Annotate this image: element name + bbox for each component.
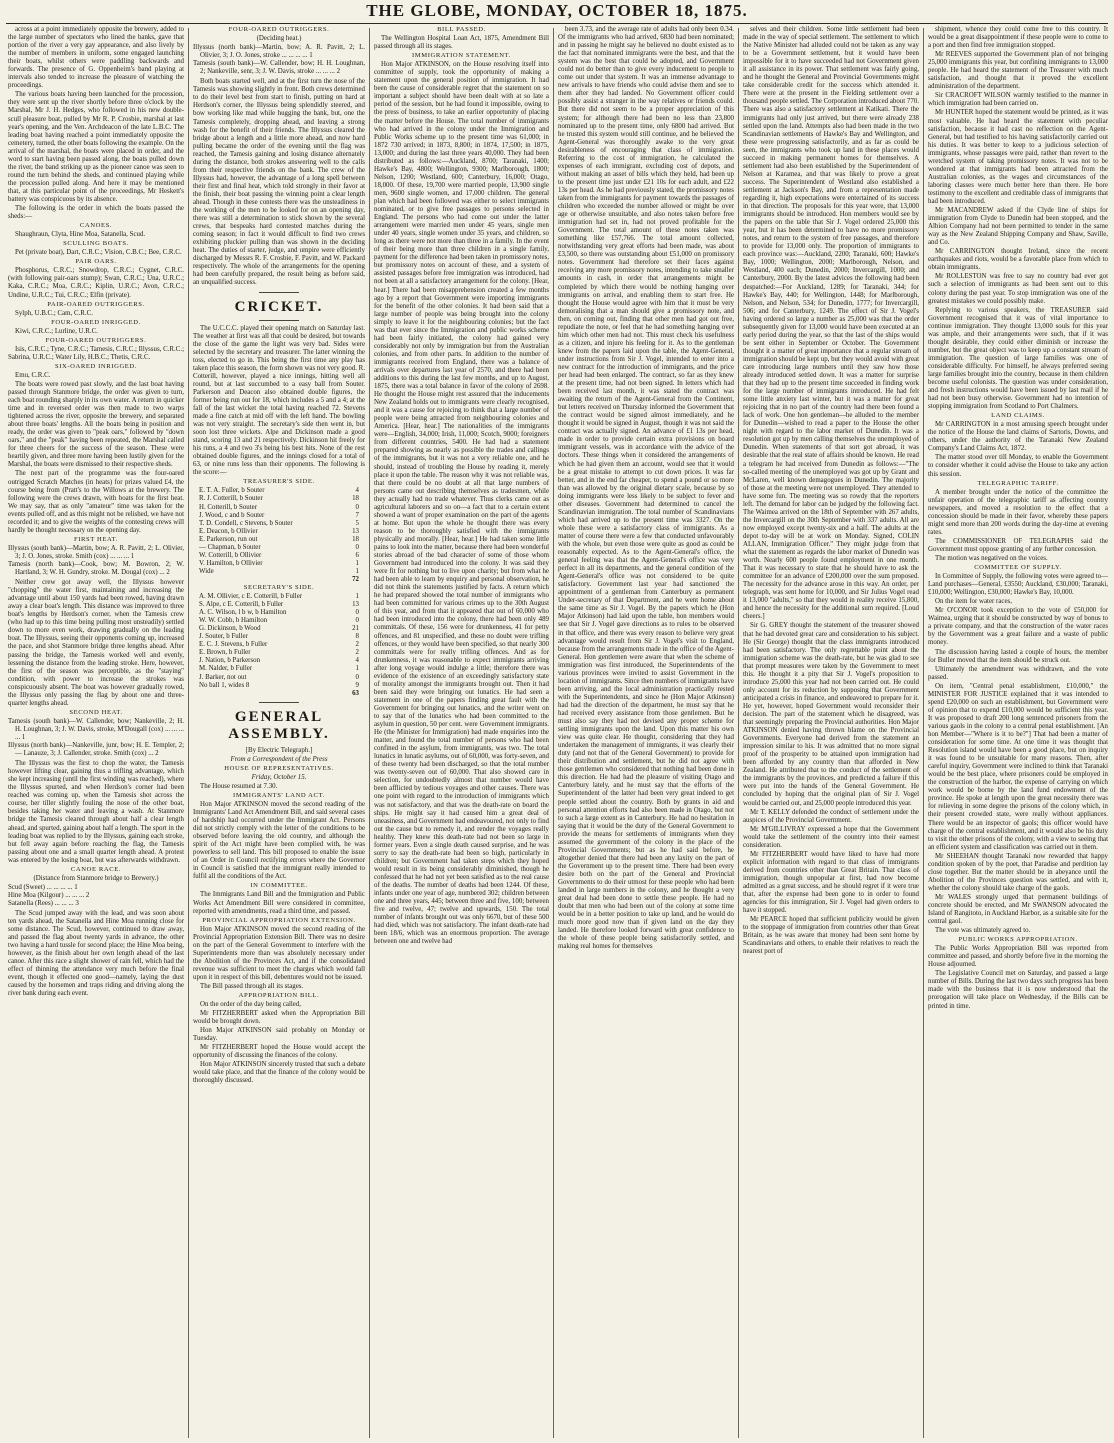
list-item: Tamesis (south bank)—W. Callender, bow; Nankeville, 2; H. H. Loughnan, 3; J. W. Davis, stroke, M'Dougall (cox) ... ... ... ... 1 [8, 717, 184, 741]
batsman-name: W. W. Cobb, b Hamilton [199, 617, 268, 625]
paragraph: Replying to various speakers, the TREASURER said Government recognised that it was of vital importance to continue immigration. They thought 13,000 souls for this year was ample, and their arrangements were such, that if it was thought desirable, they could either diminish or increase the number, but the great object was to keep up a constant stream of immigration. The question of large families was one of considerable difficulty. For himself, he always preferred seeing large families brought into the country, because in them children become useful colonists. The question was under consideration, and fresh instructions would have been issued by last mail if he had not been busy otherwise. Government had no intention of stopping immigration from Scotland to Port Chalmers. [928, 306, 1108, 411]
crew-list [8, 545, 184, 577]
paragraph: Hon Major ATKINSON, on the House resolving itself into committee of supply, took the opportunity of making a statement upon the general position of immigration. It had been the cause of considerable regret that the statement on so important a subject should have been dealt with at so late a period of the session, but he had found it impossible, owing to the press of business, to take an earlier opportunity of placing the matter before the House. The total number of immigrants who had arrived in the colony under the Immigration and Public Works scheme up to the present time was 61,000; in 1872 730 arrived; in 1873, 8,800; in 1874, 17,500; in 1875, 13,000; and during the last three years 40,000. They had been distributed as follows:—Auckland, 8700; Taranaki, 1400; Hawke's Bay, 4800; Wellington, 9300; Marlborough, 1800; Nelson, 1200; Westland, 600; Canterbury, 16,000; Otago, 18,000. Of these, 19,700 were married people, 13,900 single men, 9600 single women, and 17,000 children. The general plan which had been followed was either to select immigrants nominated, or to give free passages to persons selected in England. The persons who had come out under the latter arrangement were married men under 45 years, single men under 40 years, single women under 35 years, and children, so long as there were not more than three in a family. In the event of their being more than three children in a single family, payment for the difference had been taken in promissory notes, but promissory notes on account of these, and a system of assisted passages before free immigration was introduced, had not been at all a satisfactory arrangement for the colony. [Hear, hear.] There had been misapprehension created a few months ago by a report that Government were importing immigrants for the benefit of the other colonies. It had been said that a large number of people was being brought into the colony simply to leave it for the neighbouring colonies; but the fact was that ever since the Immigration and public works scheme had been fairly initiated, the colony had gained very considerably not only by immigration but from the Australian colonies, and from other parts. In addition to the number of immigrants received from England, there was a balance of arrivals over departures last year of 2570, and there had been additions to this during the last few months, and up to August, 1875, there was a total balance in favor of the colony of 2698. He thought the House might rest assured that the inducements New Zealand holds out to immigrants were clearly recognised, and it was a cause for rejoicing to think that a large number of people were being attracted from neighbouring colonies and America. [Hear, hear.] The nationalities of the immigrants were—English, 34,000; Irish, 11,000; Scotch, 9000; foreigners from different countries, 5400. He had had a statement prepared showing as nearly as possible the trades and callings of the immigrants, but it was not a very reliable one, and he should, instead of troubling the House by reading it, merely place it upon the table. The reason why it was not reliable was, that there could be no doubt at all that large numbers of persons came out describing themselves as tradesmen, while they actually had no trade whatever. Thus clerks came out as agricultural laborers and so on—a fact that to a certain extent showed a want of proper examination on the part of the agents at home. But upon the whole he thought there was every reason to be thoroughly satisfied with the immigrants physically and morally. [Hear, hear.] He had taken some little pains to look into the matter, because there had been wonderful stories abroad of the bad character of some of those whom Government had introduced into the colony. It was said they were fit for nothing but to live upon charity; but from what he had been able to learn by enquiry and personal observation, he did not think the statements justified by facts. A return which he had prepared showed the total number of immigrants who had been committed for various crimes up to the 30th August of this year, and from that it appeared that out of 60,000 who had been introduced into the colony, there had been only 489 committals. Of these, 156 were for drunkenness, 41 for petty offences, and 81 unspecified, and these no doubt were trifling offences, or they would have been specified, so that nearly 300 committals were for really trifling offences. And as for drunkenness, it was reasonable to expect immigrants arriving after long voyage would indulge a little; therefore there was evidence of the existence of an exceedingly satisfactory state of morality amongst the immigrants brought out. Then it had been said they were bringing out lunatics. He had seen a statement in one of the papers finding great fault with the Government for bringing out lunatics, and the writer went on to say that of the lunatics who had been committed to the asylum in question, 50 per cent. were Government immigrants. He (the Minister for Immigration) had made enquiries into the matter, and found the total number of persons who had been confined in the asylum, from immigrants, was two. The total lunatics in lunatic asylums, out of 60,000, was forty-seven, and of these twenty had been discharged, so that the total number was twenty-seven out of 60,000. That also showed care in selection, for undoubtedly almost that number would have been afflicted by tedious voyages and other causes. There was one point with regard to the introduction of immigrants which was not satisfactory, and that was the death-rate on board the ships. He might say it had caused him a great deal of uneasiness, and Government had endeavoured, not only to find out the cause but to remedy it, and render the voyages really healthy. They knew this death-rate had not been so large in former years. Even a single death caused surprise, and he was sorry to say the death-rate had been so high, particularly in children; but Government had taken steps which they hoped would result in its being considerably diminished, though he confessed that he had not yet been satisfied as to the real cause of the deaths. The number of deaths had been 1244. Of these, infants under one year of age, numbered 302; children between one and three years, 445; between three and five, 100; between five and twelve, 47; twelve and upwards, 150. The total number of infants brought out was only 6670, but of these 500 had died, which was not satisfactory. The infant death-rate had been 18/6, which was an enormous proportion. The average between one and twelve had [374, 61, 549, 946]
column-3 [374, 26, 549, 1438]
runs: 8 [355, 633, 359, 641]
subheading: PAIR-OARED OUTRIGGERS. [47, 300, 145, 308]
score-row [193, 593, 365, 601]
score-row [193, 682, 365, 690]
runs: 0 [355, 543, 359, 551]
list-item: Satanella (Rees) ... ... ... 3 [8, 899, 79, 907]
column-2 [193, 26, 365, 1438]
column-divider [188, 28, 189, 1438]
subheading: HOUSE OF REPRESENTATIVES. [224, 764, 334, 772]
crew-list [8, 718, 184, 758]
section-divider [259, 320, 299, 321]
score-row [193, 512, 365, 520]
score-row [193, 665, 365, 673]
score-table [193, 487, 365, 576]
runs: 1 [355, 567, 359, 575]
paragraph: across at a point immediately opposite the brewery, added to the large number of spectators who lined the banks, gave that portion of the river a very gay appearance, and also lively by the number of members in uniform, some engaged launching their boats, whilst others were paddling backwards and forwards. The presence of G. Oppenheim's band playing at intervals also tended to increase the pleasure of watching the proceedings. [8, 26, 184, 90]
subheading: PAIR OARS. [75, 258, 117, 266]
batsman-name: No ball 1, wides 8 [199, 681, 250, 689]
paragraph: The Wellington Hospital Loan Act, 1875, Amendment Bill passed through all its stages. [374, 35, 549, 51]
batsman-name: — Chapman, b Souter [199, 543, 261, 551]
runs: 1 [355, 593, 359, 601]
paragraph: Mr SHEEHAN thought Taranaki now rewarded that happy condition spoken of by the poet, that Paradise and perdition lay close together. But the matter should be in abeyance until the Abolition of the Provinces question was settled, and with it, whether the colony should take charge of the gaols. [928, 852, 1108, 892]
list-item: Illyssus (south bank)—Martin, bow; A. R. Pavitt, 2; L. Olivier, 3; J. O. Jones, stroke. Smith (cox) ... ... ... 1 [8, 544, 184, 560]
runs: 0 [355, 503, 359, 511]
subheading: APPROPRIATION BILL. [238, 992, 320, 1000]
paragraph: been 3.73, and the average rate of adults had only been 0.34. Of the immigrants who had arrived, 6830 had been nominated; and in passing he might say he believed no doubt existed as to the fact that nominated immigrants were the best, and that the system was the best that could be adopted, and Government could not do better than to give every inducement to people to come out under that system. It was an immense advantage to new arrivals to have friends who could advise them and see to them after they had landed. No Government officer could possibly assist a stranger in the way relatives or friends could. But there did not seem to be a proper appreciation of this system; for although there had been no less than 23,800 nominated up to the present time, only 6800 had arrived. But he trusted this system would still continue, and he believed the Agent-General was thoroughly awake to the very great desirableness of encouraging that class of immigration. Referring to the cost of immigration, he calculated the expenses of each immigrant, excluding cost of depots, and without making an asset of bills which they held, had been up to the present time just under £21 10s for each adult, and £22 13s per head. As he had previously stated, the promissory notes taken from the immigrants for payment towards the passages of children who exceeded the number allowed or might be over age or otherwise unsuitable, and also notes taken before free immigration had set in, had not proved profitable for the Government. The total amount of these notes taken was something like £57,766. The total amount collected, notwithstanding very great efforts had been made, was about £3,500, so there was outstanding about £51,000 on promissory notes. Government had therefore set their faces against receiving any more promissory notes, intending to take smaller amounts in cash, in order that arrangements might be completed by which there would be nothing hanging over immigrants on arrival, and enabling them to start free. He thought the House would agree with him that it must be very demoralising that a man should give a promissory note, and then, on coming out, finding that other men had got out free, repudiate the note, or feel that he had something hanging over him which other men had not. This must check his usefulness as a citizen, and injure his feeling for it. As to the gentleman knew from the papers laid upon the table, the Agent-General, under instructions from Sir J. Vogel, intended to enter into a new contract for the introduction of immigrants, and the price per head had been enlarged. The contract, so far as they knew at the present time, had not been signed. In letters which had been received last month, it was stated the contract was awaiting the return of the Agent-General from the Continent, but letters received on Thursday informed the Government that the contract would be signed almost immediately, and he thought it would be signed in August, though it was not said the contract was actually signed. An advance of £1 13s per head, made in order to provide certain extra provisions on board immigrant vessels, was in accordance with the advice of the doctors. These things when it considered the arrangements of which he had given them an account, would see that it would be a great mistake to attempt to cut down prices. It was far better, and in the end far cheaper, to spend a pound or so more than was allowed by the original dietary scale, because by so doing immigrants were less likely to be subject to fever and other diseases. Government had determined to cancel the Scandinavian immigration. The total number of Scandinavians which had arrived up to the present time was 3327. On the whole these were a satisfactory class of immigrants. As a matter of course there were a few that conducted unfavourably with the whole, but even those were quite as good as could be reasonably expected. As to the Agent-General's office, the general feeling was that the Agent-General's office was very perfect in all its departments, and the general condition of the Agent-General's office was not considered to be quite satisfactory. Government last year had sanctioned the appointment of a gentleman from Canterbury as permanent Under-secretary of that Department, and he went home about the same time as Sir J. Vogel. By the papers which he (Hon Major Atkinson) had laid upon the table, hon members would see that Sir J. Vogel gave directions as to rules to be observed in that office, and there was every reason to believe very great advantage would result from Sir J. Vogel's visit to England, because from the arrangements made in the office of the Agent-General. Hon gentlemen were aware that when the scheme of immigration was first introduced, the Superintendents of the various provinces were invited to assist Government in the location of immigrants. Since then numbers of immigrants have been arriving, and the local administration practically rested with the Superintendents, and since he (Hon Major Atkinson) had had the direction of the department, he must say that he had received every assistance from those gentlemen. But he must also say they had not devised any proper scheme for settling immigrants upon the land. Upon this matter his own view was quite clear. He thought, considering that they had undertaken the management of immigrants, it was clearly their duty (and not that of the General Government) to provide for their distribution and settlement, but he did not agree with those gentlemen who considered that nothing had been done in this direction. He had had the pleasure of visiting Otago and Canterbury lately, and he must say that the efforts of the Superintendent of the latter had been very great indeed to get people settled about the country. Both by grants in aid and personal attention efforts had also been made in Otago, but not to such a large extent as in Canterbury. He had no hesitation in saying that it would be the duty of the General Government to provide the means for settlements of immigrants when they assumed the government of the colony in the place of the Provincial Governments; but as he had said before, he altogether denied that there had been any laxity on the part of the Government up to the present time. There had been every desire both on the part of the General and Provincial Governments to do their utmost for these people who had been landed in large numbers in the colony, and he thought a very great deal had been done to settle these people. He had no doubt that men who had been out of the colony at some time would be in a better position to take up land, and he would do much more good now than if given land on the day they landed. He therefore looked forward with great confidence to the whole of these people being satisfactorily settled, and making real homes for themselves [558, 26, 734, 951]
column-1 [8, 26, 184, 1438]
paragraph: Mr FITZHERBERT asked when the Appropriation Bill would be brought down. [193, 1010, 365, 1026]
byline: [By Electric Telegraph.] [245, 746, 313, 754]
dateline: Friday, October 15. [251, 773, 307, 781]
paragraph: Mr M'GILLIVRAY expressed a hope that the Government would take the settlement of the country into their earnest consideration. [743, 825, 919, 849]
runs: 5 [355, 519, 359, 527]
paragraph: The Public Works Appropriation Bill was reported from committee and passed, and shortly before five in the morning the House adjourned. [928, 945, 1108, 969]
subheading: SECOND HEAT. [69, 708, 123, 716]
batsman-name: H. Cotterill, b Souter [199, 503, 257, 511]
batsman-name: J. Souter, b Fuller [199, 633, 248, 641]
list-text: Sylph, U.B.C.; Cam, C.R.C. [15, 309, 93, 317]
batsman-name: J. Nation, b Parkerson [199, 657, 261, 665]
paragraph: selves and their children. Some little settlement had been made in the way of special settlement. The settlement to which the Native Minister had alluded could not be taken as any way to be a Government settlement, but it would have been impossible for it to have succeeded had not Government given it all assistance in its power. That settlement was fairly going, and he thought the General and Provincial Governments might take considerable credit for the success which attended it. There were at the present in the Fielding settlement over a thousand people settled. The Corporation introduced about 770. There was also a satisfactory settlement at Katikati. There the immigrants had only just arrived, but there were already 238 settled upon the land. Attempts also had been made in the two Scandinavian settlements of Hawke's Bay and Wellington, and these were progressing satisfactorily, and as far as could be seen, the immigrants who took up land in these places would succeed in making permanent homes for themselves. A settlement had also been established by the Superintendent of Nelson at Karamea, and that was likely to prove a great success. The Superintendent of Westland also established a settlement at Jackson's Bay, and from a representation made regarding it, high expectations were entertained of its success in that direction. The proposals for this year were, that 13,000 immigrants should be introduced. Hon members would see by the papers on the table that Sir J. Vogel ordered 25,000 this year, but it has been determined to have no more promissory notes, and return to the system of free passages, and therefore to provide for 13,000 only. The proportion of immigrants to each province was:—Auckland, 2200; Taranaki, 600; Hawke's Bay, 1000; Wellington, 2000; Marlborough, Nelson, and Westland, 400 each; Dunedin, 2000; Invercargill, 1000; and Canterbury, 2000. By the latest advices the following had been despatched:—For Auckland, 1289; for Taranaki, 344; for Hawke's Bay, 440; for Wellington, 1448; for Marlborough, Nelson, and Nelson, 534; for Dunedin, 1777; for Invercargill, 506; and for Canterbury, 1249. The effect of Sir J. Vogel's having ordered so large a number as 25,000 was that the order subsequently given for 13,000 would have been executed at an early period during the year, so that the last of the ships would be sent either in September or October. The Government thought it a matter of great importance that a regular stream of immigration should be kept up, but they would avoid with great care introducing large numbers until they saw how those already introduced settled down. It was a matter for surprise that they had up to the present time succeeded in finding work for the large number of immigrants introduced. He had felt some little anxiety last winter, but it was a matter for great rejoicing that in no part of the country had there been found a lack of work. One hon gentleman—he alluded to the member for Dunedin—wished to read a paper to the House the other night with regard to the labor market of Dunedin. It was a resolution got up by men calling themselves the unemployed of Dunedin. When statements of that sort got abroad, it was desirable that the real state of affairs should be known. He read a telegram he had received from Dunedin as follows:—"The so-called meeting of the unemployed was got up by Grant and McLaren, well known demagogues in Dunedin. The majority of those at the meeting were not unemployed. They attended to have some fun. The meeting was so rowdy that the reporters left. The demand for labor can be judged by the following fact. The Waimea arrived on the 18th of September with 267 adults, the Invercargill on the 30th September with 337 adults. All are now employed except twenty-six and a half. The adults at the depot to-day will be at work on Monday. Signed, COLIN ALLAN, Immigration Officer." They might judge from that what the statement as regards the labor market of Dunedin was worth. Nearly 600 people found employment in one month. That it was necessary to state that he should have to ask the committee for an advance of £200,000 over the sum proposed. The necessity for the advance arose in this way. An order, per telegraph, was sent home for 10,000, and Sir Julius Vogel read it 13,000 "adults," so that they would in reality receive 15,800, and hence the necessity for the additional sum required. [Loud cheers.] [743, 26, 919, 621]
subheading: LAND CLAIMS. [991, 412, 1045, 420]
paragraph: Mr WALES strongly urged that permanent buildings of concrete should be erected, and Mr SWANSON advocated the Island of Rangitoto, in Auckland Harbor, as a suitable site for the central gaol. [928, 893, 1108, 926]
batsman-name: V. Hamilton, b Ollivier [199, 559, 263, 567]
score-row [193, 674, 365, 682]
score-table [193, 593, 365, 690]
section-divider [259, 702, 299, 703]
batsman-name: T. D. Condell, c Stevens, b Souter [199, 519, 293, 527]
paragraph: The vote was ultimately agreed to. [935, 927, 1031, 935]
score-row [193, 609, 365, 617]
subheading: IMMIGRANTS' LAND ACT. [233, 791, 325, 799]
subheading: PUBLIC WORKS APPROPRIATION. [958, 936, 1078, 944]
subheading: COMMITTEE OF SUPPLY. [974, 564, 1062, 572]
paragraph: The next part of the programme was the four-oared outrigged Scratch Matches (in heats) for prizes valued £4, the course being from (Pratt's to the Willows at the brewery. The following were the crews drawn, with boats for the first heat. We may say, that as only "amateur" time was taken for the events pulled off, and as this might not be relished, we have not recorded it; and to give the weights of the contesting crews will hardly be thought necessary on the opening day. [8, 470, 184, 534]
batsman-name: G. Dickinson, b Wood [199, 625, 261, 633]
subheading: TREASURER'S SIDE. [243, 478, 315, 486]
score-row [193, 487, 365, 495]
list-text: Pet (private boat), Dart, C.R.C.; Vision, C.B.C.; Bee, C.R.C. [15, 249, 182, 257]
runs: 18 [352, 495, 359, 503]
batsman-name: S. Alpe, c E. Cotterill, b Fuller [199, 601, 284, 609]
subheading: PROVINCIAL APPROPRIATION EXTENSION. [202, 916, 356, 924]
subheading: CANOES. [79, 222, 113, 230]
paragraph: Mr REEVES supported the Government plan of not bringing 25,000 immigrants this year, but confining immigrants to 13,000 people. He had heard the statement of the Treasurer with much satisfaction, and thought that it proved the excellent administration of the department. [928, 51, 1108, 91]
subheading: BILL PASSED. [437, 26, 486, 33]
paragraph: Neither crew got away well, the Illyssus however "chopping" the water first, maintaining and increasing the advantage until about 150 yards had been rowed, having drawn away a clear boat's length. This distance was improved to three boat's lengths by Herdson's corner, when the Tamesis crew (who had up to this time being pulling most unsteadily) settled down to more even work, drawing gradually on the leading boat. The Illyssus, seeing their opponents coming up, increased the pace, and shot Stanmore bridge three lengths ahead. After passing the bridge, the Tamesis worked well and evenly, lessening the distance from the leading stroke. Here, however, the first of the season was perceptible, as the "staying" condition, with power to increase the strokes was conspicuously absent. The boat was however gradually rowed, the Illyssus only passing the flag by about one and three-quarter lengths ahead. [8, 579, 184, 707]
paragraph: Hon Major ATKINSON moved the second reading of the Provincial Appropriation Extension Bill. There was no desire on the part of the General Government to interfere with the Superintendents more than was absolutely necessary under the Abolition of the Provinces Act, and if the consolidated revenue was sufficient to meet the charges which would fall upon it in respect of this bill, debentures would not be issued. [193, 925, 365, 981]
score-row [193, 552, 365, 560]
paragraph: Mr MACANDREW asked if the Clyde line of ships for immigration from Clyde to Dunedin had been stopped, and the Albion Company had not been permitted to tender in the same way as the New Zealand Shipping Company and Shaw, Saville, and Co. [928, 207, 1108, 247]
runs: 13 [352, 527, 359, 535]
runs: 7 [355, 511, 359, 519]
score-row [193, 560, 365, 568]
paragraph: Sir G. GREY thought the statement of the treasurer showed that he had devoted great care and consideration to his subject. He (Sir George) thought that the class immigrants introduced had been satisfactory. The only regrettable point about the immigration scheme was the death-rate, but he was glad to see that prompt measures were taken by the Government to meet this. He thought it a pity that Sir J. Vogel's proposition to introduce 25,000 this year had not been carried out. He could only account for its reduction by supposing that Government anticipated a crisis in finance, and endeavored to prepare for it. He yet, however, hoped Government would reconsider their decision. The part of the statement which he disagreed, was that seemingly preparing the Provincial authorities. Hon Major ATKINSON denied having thrown blame on the Provincial Governments. Everyone had derived from the statement an impression similar to his. It was admitted that no more signal proof of the prosperity to be attained upon immigration had been afforded by any country than that afforded in New Zealand. He attributed that to the conduct of the settlement of the immigrants by the provinces, and predicted a failure if this were put into the hands of the General Government. He concluded by hoping that the original plan of Sir J. Vogel would be carried out, and 25,000 people introduced this year. [743, 622, 919, 807]
column-6 [928, 26, 1108, 1438]
subheading: FOUR-OARED OUTRIGGERS. [45, 336, 147, 344]
paragraph: Mr FITZHERBERT hoped the House would accept the opportunity of discussing the finances of the colony. [193, 1044, 365, 1060]
runs: 1 [355, 665, 359, 673]
paragraph: Ultimately the amendment was withdrawn, and the vote passed. [928, 665, 1108, 681]
column-5 [743, 26, 919, 1438]
column-divider [369, 28, 370, 1438]
batsman-name: J. Barker, not out [199, 673, 247, 681]
list-text: Shaughraun, Clyta, Hine Moa, Satanella, Scud. [15, 231, 146, 239]
score-row [193, 568, 365, 576]
subheading: SECRETARY'S SIDE. [243, 584, 315, 591]
paragraph: The Scud jumped away with the lead, and was soon about ten yards ahead, the Satanella and Hine Moa running close for some distance. The Scud, however, continued to draw away, and passed the flag about twenty yards in advance, the other two having a hard tussle for second place; the Hine Moa being, however, as the finish about her own length ahead of the last canoe. After this race a slight shower of rain fell, which had the effect of thinning the attendance very much before the final event, though it effected one good—namely, laying the dust caused by the horsemen and traps riding and driving along the river bank during each event. [8, 909, 184, 998]
score-row [193, 536, 365, 544]
list-item: Tamesis (north bank)—Cook, bow; M. Bowron, 2; W. Hartland, 3; W. H. Gundry, stroke. M. Dougal (cox) ... 2 [8, 561, 184, 577]
paragraph: The COMMISSIONER OF TELEGRAPHS said the Government must oppose granting of any further concession. [928, 537, 1108, 553]
list-text: Kiwi, C.R.C.; Lurline, U.R.C. [15, 327, 98, 335]
section-heading-cricket: CRICKET. [234, 298, 324, 315]
page-masthead: THE GLOBE, MONDAY, OCTOBER 18, 1875. [366, 1, 748, 20]
paragraph: The Bill passed through all its stages. [200, 982, 304, 990]
score-row [193, 528, 365, 536]
score-row [193, 641, 365, 649]
runs: 18 [352, 535, 359, 543]
score-row [193, 504, 365, 512]
paragraph: The Illyssus was the first to chop the water, the Tamesis however lifting clear, gaining thus a trifling advantage, which she kept increasing (until the first winding was reached), where the Illyssus spurted, and when Herdson's corner had been reached was coming up, when the Tamesis shot across the course, her tiller slightly fouling the nose of the other boat, besides taking her water and leaving a wash. At Stanmore bridge the Tamesis cleared through about half a clear length ahead, and spurted, gaining about half a length. The sport in the leading boat was replied to by the Illyssus, gaining each stroke, but fell away again before reaching the flag, the Tamesis passing about one and a small quarter length ahead. A protest was entered by the losing boat, but was afterwards withdrawn. [8, 760, 184, 864]
subheading: SIX-OARED INRIGGED. [54, 362, 138, 370]
subheading: CANOE RACE. [70, 865, 122, 873]
score-row [193, 601, 365, 609]
runs: 13 [352, 601, 359, 609]
paragraph: The discussion having lasted a couple of hours, the member for Buller moved that the item should be struck out. [928, 648, 1108, 664]
list-item: Tamesis (south bank)—W. Callender, bow; H. H. Loughnan, 2; Nankeville, senr, 3; J. W. Davis, stroke ... ... ... 2 [193, 60, 365, 76]
subheading: IN COMMITTEE. [250, 882, 308, 890]
column-divider [553, 28, 554, 1438]
runs: 1 [355, 559, 359, 567]
subheading: SCULLING BOATS. [63, 240, 129, 248]
batsman-name: Wide [199, 567, 214, 575]
score-row [193, 617, 365, 625]
score-total: 72 [352, 575, 359, 583]
batsman-name: E. T. A. Fuller, b Souter [199, 487, 265, 495]
paragraph: Mr PEARCE hoped that sufficient publicity would be given to the stoppage of immigration from countries other than Great Britain, as he was aware that money had been sent home by Scandinavians and others, to enable their relatives to reach the nearest port of [743, 916, 919, 956]
list-item: Illyssus (north bank)—Martin, bow; A. R. Pavitt, 2; L. Olivier, 3; J. O. Jones, stroke ... ... ... ... 1 [193, 44, 365, 60]
column-divider [738, 28, 739, 1438]
paragraph: Sir CRACROFT WILSON warmly testified to the manner in which immigration had been carried on. [928, 92, 1108, 108]
batsman-name: A. C. Wilson, l b w, b Hamilton [199, 609, 287, 617]
paragraph: Hon Major ATKINSON moved the second reading of the Immigrants' Land Act Amendment Bill, and said several cases of hardship had occurred under the Immigrant Act. Persons did not strictly comply with the letter of the conditions to be observed before leaving the old country, and although the spirit of the Act might have been complied with, he was powerless to sell land. This bill proposed to enable the issue of an Order in Council rectifying errors where the Governor in Council is satisfied that the immigrant really intended to fulfil all the conditions of the Act. [193, 800, 365, 881]
batsman-name: E. Deacon, b Ollivier [199, 527, 258, 535]
paragraph: Both boats started well, and at the first turn the nose of the Tamesis was showing slightly in front. Both crews determined to do their level best from start to finish, putting on hard at Herdson's corner, the Illyssus being splendidly steered, and bow working like mad while hugging the bank, but, one the Tamesis completely, dropping ahead, and leaving a strong wash for the benefit of their friends. The Illyssus cleared the bridge about a length and a little more ahead, and now hard pulling became the order of the evening until the flag was reached, the Tamesis gaining and losing distance alternately during the distance, both strokes answering well to the calls from their respective friends on the bank. The crew of the Illyssus had, however, the advantage of a long spell between their first and final heat, which told strongly in their favor at the finish, their boat passing the winning point a clear length ahead. Though in these contests there was the unsteadiness in the working of the men to be looked for on an opening day, there was still a determination to stick shown by the several crews, that bespeaks hard contested matches during the coming season; in fact it would difficult to find two crews exhibiting pluckier pulling than was shown in the deciding heat. The duties of starter, judge, and umpire were efficiently discharged by Messrs R. F. Crosbie, F. Pavitt, and W. Packard respectively. The whole of the arrangements for the opening had been carefully prepared, the result being as before said, an unqualified success. [193, 78, 365, 287]
runs: 4 [355, 487, 359, 495]
subheading-note: (Distance from Stanmore bridge to Brewery.) [33, 874, 159, 882]
runs: 0 [355, 617, 359, 625]
score-row [193, 649, 365, 657]
runs: 0 [355, 673, 359, 681]
list-item: Hine Moa (Kilgour) ... ... ... 2 [8, 891, 90, 899]
section-heading-general-assembly: GENERAL ASSEMBLY. [228, 708, 330, 742]
list-text: Isis, C.R.C.; Tyne, C.R.C.; Tamesis, C.R.C.; Illyssus, C.R.C.; Sabrina, U.R.C.; Water Lily, H.B.C.; Thetis, C.R.C. [8, 345, 184, 361]
score-row [193, 544, 365, 552]
list-text: Emu, C.R.C. [15, 371, 51, 379]
paragraph: On the item for water races, [935, 598, 1012, 606]
batsman-name: E. Parkerson, run out [199, 535, 258, 543]
list-item: Illyssus (north bank)—Nankeville, junr, bow; H. E. Templer, 2; — Lanauze, 3; J. Callender, stroke. Smith (cox) ... 2 [8, 742, 184, 758]
paragraph: The matter stood over till Monday, to enable the Government to consider whether it could advise the House to take any action this session. [928, 454, 1108, 478]
paragraph: The House resumed at 7.30. [200, 782, 278, 790]
paragraph: The boats were rowed past slowly, and the last boat having passed through Stanmore bridge, the order was given to turn, each boat rounding sharply in its own water. A return in quicker time and in reversed order was then made to two warps tightened across the river, opposite the brewery, and separated about three boats' lengths. All the boats being in position and ready, the order was given to "peak oars," followed by "down oars," and the "peak" having been repeated, the Marshal called for three cheers for the success of the season. These were heartily given, and three more having been lustily given for the Marshal, the boats were dismissed to their respective sheds. [8, 380, 184, 469]
paragraph: On item, "Central penal establishment, £10,000," the MINISTER FOR JUSTICE explained that it was intended to spend £20,000 on such an establishment, but Government were of opinion that to expend £10,000 would be sufficient this year. It was proposed to draft 200 long sentenced prisoners from the various gaols in the colony to a central penal establishment. [An hon Member—"Where is it to be?"] That had been a matter of consideration for some time. At one time it was thought that Resolution island would have been a good place, but on inquiry it was found to be unsuitable for many reasons. Then, after careful inquiry, Government were inclined to think that Taranaki would be the best place, where prisoners could be employed in the construction of the harbor, the expense of carrying on which work would be borne by the land fund endowment of the province. He spoke at length upon the great necessity there was for relieving in some degree the prisons of the colony which, in their present crowded state, were really without appliances. There would be an inspector of gaols; this officer would have charge of the central establishment, and it would also be his duty to visit the other prisons of the colony, with a view to seeing that an efficient system and classification was carried out in them. [928, 682, 1108, 851]
subheading-note: (Deciding heat.) [256, 35, 302, 43]
batsman-name: M. Nalder, b Fuller [199, 665, 253, 673]
paragraph: Mr O'CONOR took exception to the vote of £50,000 for Waimea, urging that it should be constructed by way of bonus to a private company, and that the construction of the water races by the Government was a great failure and a waste of public money. [928, 607, 1108, 647]
paragraph: Mr FITZHERBERT would have liked to have had more explicit information with regard to that class of immigrants derived from countries other than Great Britain. That class of immigration, though unpopular at first, had now become admitted as a great success, and he should regret if it were true that, after the expense had been gone to in order to found agencies for this immigration, Sir J. Vogel had given orders to have it stopped. [743, 850, 919, 915]
column-4 [558, 26, 734, 1438]
byline: From a Correspondent of the Press [230, 755, 328, 763]
runs: 2 [355, 641, 359, 649]
list-text: Phosphorus, C.R.C.; Snowdrop, C.R.C.; Cygnet, C.R.C. (with following pair-oars stump); Swan, C.R.C.; Una, U.R.C.; Kaka, C.R.C.; Moa, C.R.C.; Kiplin, U.R.C.; Avon, C.R.C.; Undine, U.R.C.; Tui, C.R.C.; Elfin (private). [8, 267, 184, 299]
score-row [193, 495, 365, 503]
paragraph: Hon Major ATKINSON sincerely trusted that such a debate would take place, and that the finance of the colony would be thoroughly discussed. [193, 1061, 365, 1085]
runs: 21 [352, 625, 359, 633]
subheading: FOUR-OARED INRIGGED. [51, 318, 141, 326]
subheading: FIRST HEAT. [73, 535, 119, 543]
column-divider [923, 28, 924, 1438]
runs: 4 [355, 657, 359, 665]
paragraph: Mr CARRINGTON thought Ireland, since the recent earthquakes and riots, would be a favorable place from which to obtain immigrants. [928, 248, 1108, 272]
subheading: TELEGRAPHIC TARIFF. [977, 479, 1059, 487]
masthead-rule [6, 23, 1108, 24]
paragraph: The Legislative Council met on Saturday, and passed a large number of Bills. During the last two days such progress has been made with the business that it is now understood that the prorogation will take place on Wednesday, if the Bills can be printed in time. [928, 970, 1108, 1010]
batsman-name: E. C. J. Stevens, b Fuller [199, 641, 268, 649]
score-total: 63 [352, 689, 359, 697]
score-row [193, 625, 365, 633]
paragraph: The U.C.C.C. played their opening match on Saturday last. The weather at first was all that could be desired, but towards the close of the game the light was very bad. Sides were selected by the secretary and treasurer. The latter winning the toss, elected to go in. This being the first time any play has taken place this season, the form shown was not very good. R. Cotterill, however, played a nice innings, hitting well all round, but at last succumbed to a easy ball from Souter. Parkerson and Deacon also obtained double figures, the former being run out for 18, which includes a 5 and a 4; at the fall of the last wicket the total having reached 72. Stevens made a fine catch at mid off with the left hand. The bowling was not very straight. The secretary's side then went in, but soon lost three wickets. Alpe and Dickinson made a good stand, scoring 13 and 21 respectively. Dickinson hit freely for his runs, a 4 and two 3's being his best hits. None of the rest obtained double figures, and the innings closed for a total of 63, or nine runs less than their opponents. The following is the score:— [193, 324, 365, 477]
batsman-name: E. Brown, b Fuller [199, 649, 251, 657]
paragraph: The motion was negatived on the voices. [935, 555, 1048, 562]
batsman-name: A. M. Ollivier, c E. Cotterill, b Fuller [199, 593, 303, 601]
paragraph: shipment, whence they could come free to this country. It would be a great disappointment if these people were to come to a port and then find free immigration stopped. [928, 26, 1108, 50]
runs: 9 [355, 681, 359, 689]
paragraph: Mr HUNTER hoped the statement would be printed, as it was most valuable. He had heard the statement with peculiar satisfaction, because it had cast no reflection on the Agent-General, but had testified to his having satisfactorily carried out his duties. It was better to keep to a judicious selection of immigrants, whose passages were paid, rather than revert to the wretched system of taking promissory notes. It was not to be wondered at that immigrants had been attracted from the Australian colonies, as the wages and circumstances of the laboring classes were much better here than there. He bore testimony to the excellent and creditable class of immigrants that had been introduced. [928, 109, 1108, 205]
paragraph: The Immigrants Land Bill and the Immigration and Public Works Act Amendment Bill were considered in committee, reported with amendments, read a third time, and passed. [193, 891, 365, 915]
subheading: IMMIGRATION STATEMENT. [412, 52, 511, 60]
paragraph: The various boats having been launched for the procession, they were sent up the river shortly before three o'clock by the Marshal, Mr J. H. Hedges, who followed in his new double-scull pleasure boat, pulled by Mr R. P. Crosbie, marshal at last year's opening, and the Ven. Archdeacon of the late L.B.C. The leading boat having reached a point immediately opposite the cemetery, turned, the other boats following the example. On the arrival of the marshal, the boats were placed in order, and the word to start having been passed along, the boats pulled down the river, the band striking up as the pioneer canoe was seen to round the turn behind the sheds, and continued playing while the procession pulled along. And here it may be mentioned that, at this particular point of the proceedings, Mr Heskett's battery was conspicuous by its absence. [8, 91, 184, 203]
paragraph: Hon Major ATKINSON said probably on Monday or Tuesday. [193, 1027, 365, 1043]
score-row [193, 633, 365, 641]
paragraph: A member brought under the notice of the committee the unfair operation of the telegraphic tariff as affecting country newspapers, and moved a resolution to the effect that a concession should be made in their favor, whereby these papers might send more than 200 words during the day-time at evening rates. [928, 488, 1108, 536]
batsman-name: J. Wood, c and b Souter [199, 511, 265, 519]
runs: 0 [355, 609, 359, 617]
runs: 6 [355, 551, 359, 559]
batsman-name: W. Cotterill, b Ollivier [199, 551, 262, 559]
score-row [193, 520, 365, 528]
result-list [8, 884, 184, 908]
subheading: FOUR-OARED OUTRIGGERS. [228, 26, 330, 33]
paragraph: In Committee of Supply, the following votes were agreed to—Land purchases—General, £3550; Auckland, £30,000; Taranaki, £10,000; Wellington, £30,000; Hawke's Bay, 10,000. [928, 573, 1108, 597]
paragraph: The following is the order in which the boats passed the sheds:— [8, 205, 184, 221]
section-divider [259, 292, 299, 293]
paragraph: Mr ROLLESTON was free to say no country had ever got such a selection of immigrants as had been sent out to this colony during the past year. To stop immigration was one of the greatest mistakes we could possibly make. [928, 273, 1108, 305]
crew-list [193, 44, 365, 76]
list-item: Scud (Sweet) ... ... ... ... 1 [8, 883, 78, 891]
paragraph: On the order of the day being called, [200, 1001, 302, 1009]
score-row [193, 657, 365, 665]
batsman-name: R. J. Cotterill, b Souter [199, 495, 263, 503]
paragraph: Mr CARRINGTON in a most amusing speech brought under the notice of the House the land claims of Sartoris, Downs, and others, under the authority of the Taranaki New Zealand Company's Land Claims Act, 1872. [928, 421, 1108, 453]
runs: 2 [355, 649, 359, 657]
paragraph: Mr T. KELLY defended the conduct of settlement under the auspices of the Provincial Government. [743, 808, 919, 824]
